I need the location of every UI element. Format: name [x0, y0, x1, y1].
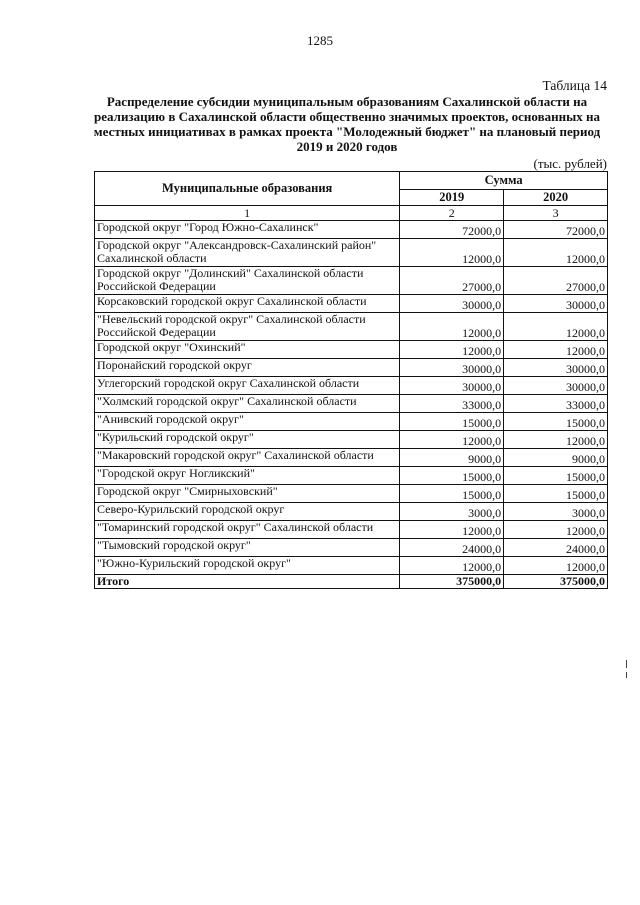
- total-row: [95, 575, 608, 589]
- total-label: Итого: [95, 575, 400, 589]
- municipality-name: "Городской округ Ногликский": [95, 467, 400, 485]
- value-2020: 15000,0: [504, 467, 608, 485]
- value-2020: 30000,0: [504, 359, 608, 377]
- municipality-name: Городской округ "Долинский" Сахалинской области Российской Федерации: [95, 267, 400, 295]
- table-row: [95, 341, 608, 359]
- table-row: [95, 467, 608, 485]
- value-2020: 12000,0: [504, 313, 608, 341]
- value-2020: 9000,0: [504, 449, 608, 467]
- total-2020: 375000,0: [504, 575, 608, 589]
- header-municipalities: Муниципальные образования: [95, 172, 400, 206]
- table-row: [95, 485, 608, 503]
- column-number: 1: [95, 206, 400, 221]
- value-2019: 30000,0: [400, 295, 504, 313]
- value-2020: 12000,0: [504, 239, 608, 267]
- value-2019: 12000,0: [400, 341, 504, 359]
- municipality-name: "Южно-Курильский городской округ": [95, 557, 400, 575]
- table-row: [95, 295, 608, 313]
- subsidy-table: [94, 171, 608, 589]
- value-2020: 24000,0: [504, 539, 608, 557]
- municipality-name: Городской округ "Охинский": [95, 341, 400, 359]
- scan-mark: [626, 672, 627, 678]
- table-row: [95, 449, 608, 467]
- table-row: [95, 557, 608, 575]
- value-2020: 3000,0: [504, 503, 608, 521]
- table-title: [86, 94, 608, 154]
- table-row: [95, 313, 608, 341]
- title-line: Распределение субсидии муниципальным образованиям Сахалинской области на: [106, 94, 588, 109]
- value-2019: 12000,0: [400, 521, 504, 539]
- header-sum: Сумма: [400, 172, 608, 190]
- value-2019: 15000,0: [400, 485, 504, 503]
- value-2019: 12000,0: [400, 313, 504, 341]
- municipality-name: "Холмский городской округ" Сахалинской области: [95, 395, 400, 413]
- table-row: [95, 239, 608, 267]
- municipality-name: Поронайский городской округ: [95, 359, 400, 377]
- header-year-2019: 2019: [400, 190, 504, 206]
- municipality-name: Северо-Курильский городской округ: [95, 503, 400, 521]
- page-number: 1285: [307, 33, 333, 48]
- units-label: (тыс. рублей): [533, 156, 607, 171]
- municipality-name: Городской округ "Александровск-Сахалинский район" Сахалинской области: [95, 239, 400, 267]
- value-2020: 15000,0: [504, 485, 608, 503]
- value-2019: 24000,0: [400, 539, 504, 557]
- scan-mark: [626, 660, 627, 668]
- value-2019: 15000,0: [400, 413, 504, 431]
- value-2019: 12000,0: [400, 431, 504, 449]
- value-2019: 9000,0: [400, 449, 504, 467]
- municipality-name: "Томаринский городской округ" Сахалинской области: [95, 521, 400, 539]
- municipality-name: Городской округ "Смирныховский": [95, 485, 400, 503]
- title-line: 2019 и 2020 годов: [296, 139, 398, 154]
- value-2020: 33000,0: [504, 395, 608, 413]
- value-2019: 3000,0: [400, 503, 504, 521]
- value-2019: 12000,0: [400, 557, 504, 575]
- value-2020: 72000,0: [504, 221, 608, 239]
- table-row: [95, 221, 608, 239]
- municipality-name: "Анивский городской округ": [95, 413, 400, 431]
- title-line: реализацию в Сахалинской области общественно значимых проектов, основанных на: [94, 109, 600, 124]
- value-2019: 30000,0: [400, 377, 504, 395]
- municipality-name: "Невельский городской округ" Сахалинской области Российской Федерации: [95, 313, 400, 341]
- value-2019: 33000,0: [400, 395, 504, 413]
- table-row: [95, 359, 608, 377]
- value-2020: 12000,0: [504, 431, 608, 449]
- value-2019: 12000,0: [400, 239, 504, 267]
- value-2019: 30000,0: [400, 359, 504, 377]
- municipality-name: "Макаровский городской округ" Сахалинской области: [95, 449, 400, 467]
- value-2019: 15000,0: [400, 467, 504, 485]
- title-line: местных инициативах в рамках проекта "Молодежный бюджет" на плановый период: [93, 124, 601, 139]
- column-number: 3: [504, 206, 608, 221]
- header-year-2020: 2020: [504, 190, 608, 206]
- value-2020: 27000,0: [504, 267, 608, 295]
- table-label: Таблица 14: [542, 78, 607, 93]
- municipality-name: Корсаковский городской округ Сахалинской области: [95, 295, 400, 313]
- value-2020: 30000,0: [504, 377, 608, 395]
- value-2019: 72000,0: [400, 221, 504, 239]
- value-2020: 15000,0: [504, 413, 608, 431]
- table-row: [95, 539, 608, 557]
- value-2019: 27000,0: [400, 267, 504, 295]
- municipality-name: "Курильский городской округ": [95, 431, 400, 449]
- value-2020: 12000,0: [504, 521, 608, 539]
- municipality-name: Городской округ "Город Южно-Сахалинск": [95, 221, 400, 239]
- value-2020: 30000,0: [504, 295, 608, 313]
- value-2020: 12000,0: [504, 557, 608, 575]
- table-row: [95, 521, 608, 539]
- table-row: [95, 503, 608, 521]
- table-row: [95, 395, 608, 413]
- municipality-name: Углегорский городской округ Сахалинской области: [95, 377, 400, 395]
- table-row: [95, 267, 608, 295]
- total-2019: 375000,0: [400, 575, 504, 589]
- municipality-name: "Тымовский городской округ": [95, 539, 400, 557]
- table-row: [95, 413, 608, 431]
- value-2020: 12000,0: [504, 341, 608, 359]
- column-number: 2: [400, 206, 504, 221]
- table-row: [95, 431, 608, 449]
- table-row: [95, 377, 608, 395]
